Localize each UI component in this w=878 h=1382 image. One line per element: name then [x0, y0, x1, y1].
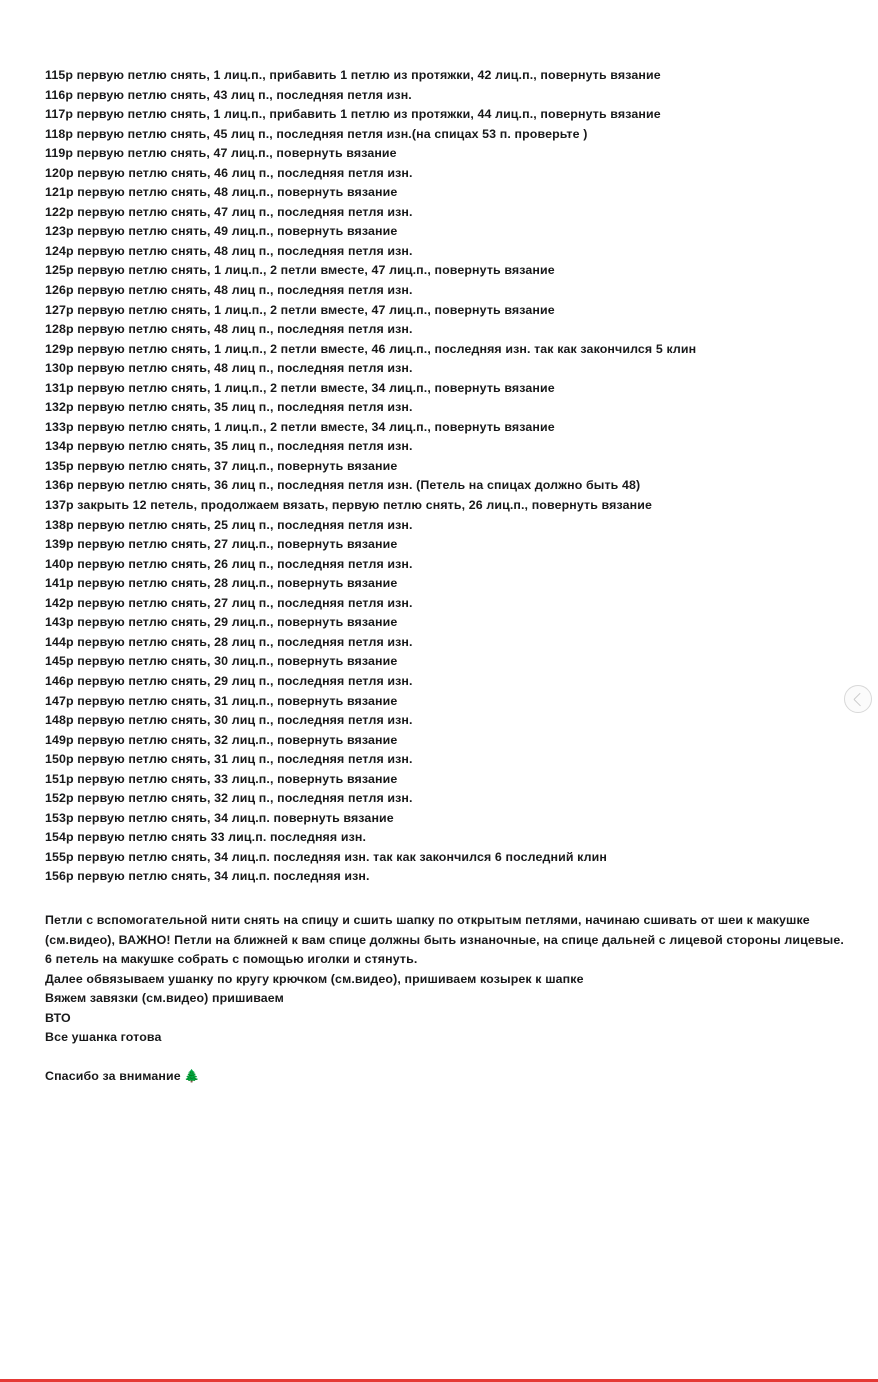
- row-instruction: 145р первую петлю снять, 30 лиц.п., повернуть вязание: [45, 654, 398, 669]
- closing-text: Спасибо за внимание 🌲: [45, 1068, 200, 1083]
- row-instruction: 130р первую петлю снять, 48 лиц п., последняя петля изн.: [45, 361, 413, 376]
- row-instruction: 143р первую петлю снять, 29 лиц.п., повернуть вязание: [45, 615, 398, 630]
- row-instruction: 151р первую петлю снять, 33 лиц.п., повернуть вязание: [45, 771, 398, 786]
- finishing-instructions: [45, 911, 845, 1048]
- row-instruction: 139р первую петлю снять, 27 лиц.п., повернуть вязание: [45, 537, 398, 552]
- row-instruction: 132р первую петлю снять, 35 лиц п., последняя петля изн.: [45, 400, 413, 415]
- row-instruction: 121р первую петлю снять, 48 лиц.п., повернуть вязание: [45, 185, 398, 200]
- chevron-right-icon[interactable]: [844, 685, 872, 713]
- row-instruction: 140р первую петлю снять, 26 лиц п., последняя петля изн.: [45, 556, 413, 571]
- row-instruction: 147р первую петлю снять, 31 лиц.п., повернуть вязание: [45, 693, 398, 708]
- row-instruction: 156р первую петлю снять, 34 лиц.п. последняя изн.: [45, 869, 370, 884]
- document-body: [45, 66, 845, 1086]
- row-instruction: 152р первую петлю снять, 32 лиц п., последняя петля изн.: [45, 791, 413, 806]
- row-instruction: 133р первую петлю снять, 1 лиц.п., 2 петли вместе, 34 лиц.п., повернуть вязание: [45, 419, 555, 434]
- row-instruction: 150р первую петлю снять, 31 лиц п., последняя петля изн.: [45, 752, 413, 767]
- row-instruction: 124р первую петлю снять, 48 лиц п., последняя петля изн.: [45, 243, 413, 258]
- row-instruction: 138р первую петлю снять, 25 лиц п., последняя петля изн.: [45, 517, 413, 532]
- finishing-paragraph: Далее обвязываем ушанку по кругу крючком (см.видео), пришиваем козырек к шапке: [45, 971, 584, 986]
- row-instructions-list: [45, 66, 845, 887]
- row-instruction: 123р первую петлю снять, 49 лиц.п., повернуть вязание: [45, 224, 398, 239]
- row-instruction: 125р первую петлю снять, 1 лиц.п., 2 петли вместе, 47 лиц.п., повернуть вязание: [45, 263, 555, 278]
- row-instruction: 153р первую петлю снять, 34 лиц.п. повернуть вязание: [45, 810, 394, 825]
- row-instruction: 149р первую петлю снять, 32 лиц.п., повернуть вязание: [45, 732, 398, 747]
- row-instruction: 119р первую петлю снять, 47 лиц.п., повернуть вязание: [45, 146, 397, 161]
- row-instruction: 127р первую петлю снять, 1 лиц.п., 2 петли вместе, 47 лиц.п., повернуть вязание: [45, 302, 555, 317]
- row-instruction: 115р первую петлю снять, 1 лиц.п., прибавить 1 петлю из протяжки, 42 лиц.п., повернуть вязание: [45, 68, 661, 82]
- row-instruction: 137р закрыть 12 петель, продолжаем вязать, первую петлю снять, 26 лиц.п., повернуть вязание: [45, 498, 652, 513]
- row-instruction: 134р первую петлю снять, 35 лиц п., последняя петля изн.: [45, 439, 413, 454]
- row-instruction: 129р первую петлю снять, 1 лиц.п., 2 петли вместе, 46 лиц.п., последняя изн. так как закончился 5 клин: [45, 341, 697, 356]
- row-instruction: 116р первую петлю снять, 43 лиц п., последняя петля изн.: [45, 87, 412, 102]
- row-instruction: 146р первую петлю снять, 29 лиц п., последняя петля изн.: [45, 673, 413, 688]
- row-instruction: 154р первую петлю снять 33 лиц.п. последняя изн.: [45, 830, 367, 845]
- row-instruction: 120р первую петлю снять, 46 лиц п., последняя петля изн.: [45, 165, 413, 180]
- finishing-paragraph: 6 петель на макушке собрать с помощью иголки и стянуть.: [45, 952, 418, 967]
- finishing-paragraph: Вяжем завязки (см.видео) пришиваем: [45, 991, 284, 1006]
- finishing-paragraph: ВТО: [45, 1010, 71, 1025]
- row-instruction: 136р первую петлю снять, 36 лиц п., последняя петля изн. (Петель на спицах должно быть 48): [45, 478, 641, 493]
- row-instruction: 148р первую петлю снять, 30 лиц п., последняя петля изн.: [45, 713, 413, 728]
- finishing-paragraph: Все ушанка готова: [45, 1030, 162, 1045]
- row-instruction: 118р первую петлю снять, 45 лиц п., последняя петля изн.(на спицах 53 п. проверьте ): [45, 126, 588, 141]
- row-instruction: 144р первую петлю снять, 28 лиц п., последняя петля изн.: [45, 634, 413, 649]
- row-instruction: 128р первую петлю снять, 48 лиц п., последняя петля изн.: [45, 322, 413, 337]
- row-instruction: 155р первую петлю снять, 34 лиц.п. последняя изн. так как закончился 6 последний клин: [45, 849, 607, 864]
- closing-note: [45, 1067, 845, 1087]
- row-instruction: 142р первую петлю снять, 27 лиц п., последняя петля изн.: [45, 595, 413, 610]
- row-instruction: 117р первую петлю снять, 1 лиц.п., прибавить 1 петлю из протяжки, 44 лиц.п., повернуть вязание: [45, 107, 661, 122]
- row-instruction: 141р первую петлю снять, 28 лиц.п., повернуть вязание: [45, 576, 398, 591]
- row-instruction: 135р первую петлю снять, 37 лиц.п., повернуть вязание: [45, 458, 398, 473]
- row-instruction: 126р первую петлю снять, 48 лиц п., последняя петля изн.: [45, 283, 413, 298]
- row-instruction: 122р первую петлю снять, 47 лиц п., последняя петля изн.: [45, 204, 413, 219]
- finishing-paragraph: Петли с вспомогательной нити снять на спицу и сшить шапку по открытым петлями, начинаю сшивать от шеи к макушке (см.видео), ВАЖНО! Петли на ближней к вам спице должны быть изнаночные, на спице дальней с лицевой стороны лицевые.: [45, 912, 844, 947]
- row-instruction: 131р первую петлю снять, 1 лиц.п., 2 петли вместе, 34 лиц.п., повернуть вязание: [45, 380, 555, 395]
